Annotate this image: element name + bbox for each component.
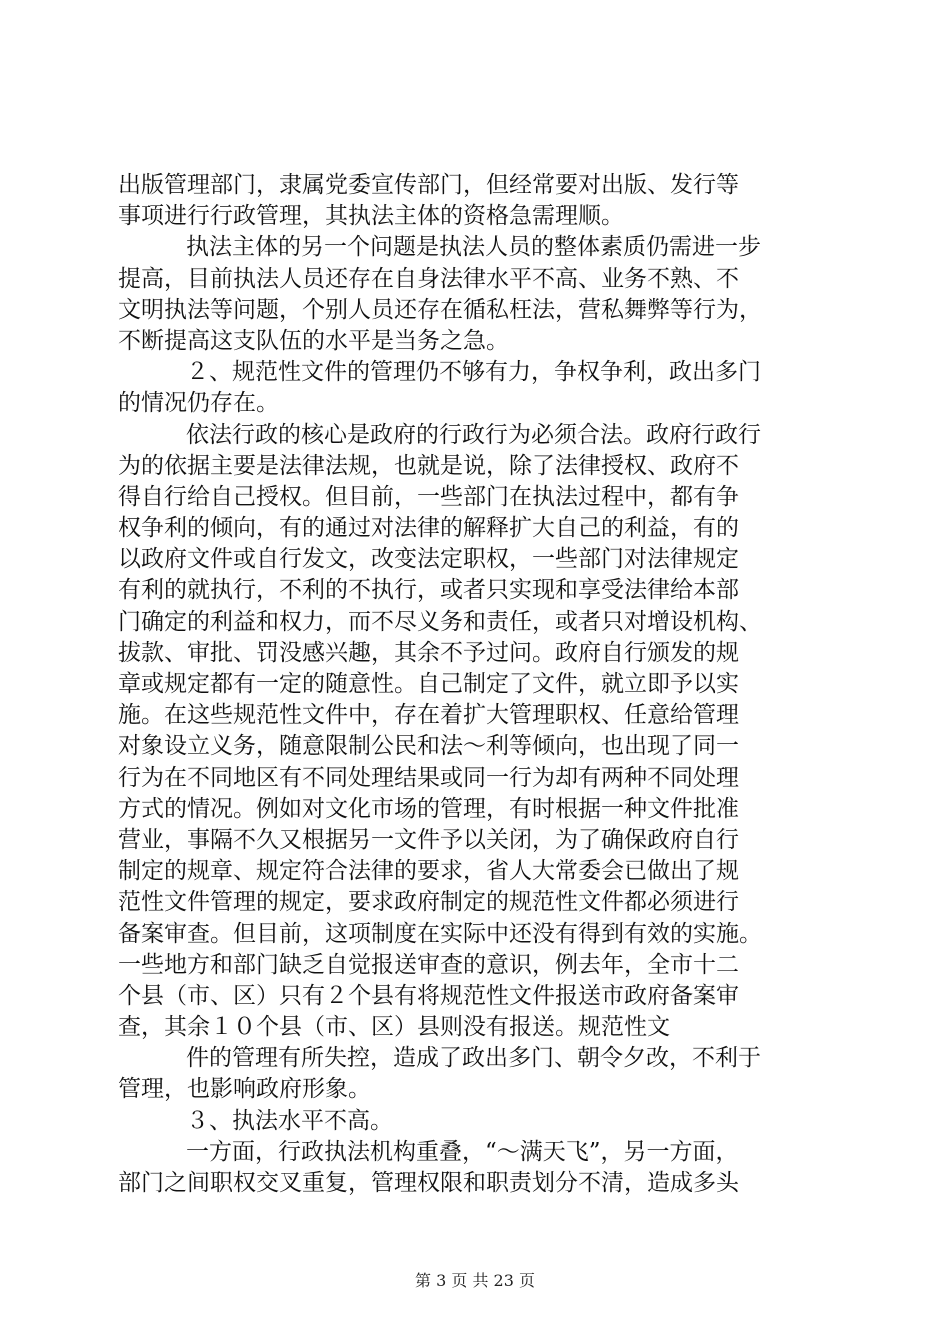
text-line: 以政府文件或自行发文，改变法定职权，一些部门对法律规定 — [118, 546, 739, 573]
text-line: 提高，目前执法人员还存在自身法律水平不高、业务不熟、不 — [118, 265, 739, 292]
text-line: 执法主体的另一个问题是执法人员的整体素质仍需进一步 — [186, 234, 761, 261]
text-line: 营业，事隔不久又根据另一文件予以关闭，为了确保政府自行 — [118, 826, 739, 853]
text-line: 一方面，行政执法机构重叠，“～满天飞”，另一方面， — [186, 1138, 739, 1165]
text-line: 权争利的倾向，有的通过对法律的解释扩大自己的利益，有的 — [118, 515, 739, 542]
page-footer: 第 3 页 共 23 页 — [415, 1271, 535, 1290]
text-line: ２、规范性文件的管理仍不够有力，争权争利，政出多门 — [186, 359, 761, 386]
text-line: ３、执法水平不高。 — [186, 1107, 393, 1134]
text-line: 范性文件管理的规定，要求政府制定的规范性文件都必须进行 — [118, 889, 739, 916]
text-line: 章或规定都有一定的随意性。自己制定了文件，就立即予以实 — [118, 671, 739, 697]
text-line: 方式的情况。例如对文化市场的管理，有时根据一种文件批准 — [118, 795, 739, 822]
document-body — [118, 170, 838, 1199]
text-line: 查，其余１０个县（市、区）县则没有报送。规范性文 — [118, 1014, 670, 1041]
text-line: 事项进行行政管理，其执法主体的资格急需理顺。 — [118, 203, 624, 230]
text-line: 制定的规章、规定符合法律的要求，省人大常委会已做出了规 — [118, 858, 739, 885]
text-line: 文明执法等问题，个别人员还存在循私枉法，营私舞弊等行为， — [118, 296, 762, 323]
text-line: 管理，也影响政府形象。 — [118, 1076, 371, 1103]
text-line: 拔款、审批、罚没感兴趣，其余不予过问。政府自行颁发的规 — [118, 639, 739, 666]
text-line: 行为在不同地区有不同处理结果或同一行为却有两种不同处理 — [118, 764, 739, 791]
text-line: 的情况仍存在。 — [118, 390, 279, 417]
text-line: 出版管理部门，隶属党委宣传部门，但经常要对出版、发行等 — [118, 172, 739, 198]
text-line: 得自行给自己授权。但目前，一些部门在执法过程中，都有争 — [118, 483, 739, 510]
text-line: 有利的就执行，不利的不执行，或者只实现和享受法律给本部 — [118, 577, 739, 604]
text-line: 备案审查。但目前，这项制度在实际中还没有得到有效的实施。 — [118, 920, 762, 947]
text-line: 件的管理有所失控，造成了政出多门、朝令夕改，不利于 — [186, 1045, 761, 1072]
text-line: 为的依据主要是法律法规，也就是说，除了法律授权、政府不 — [118, 452, 739, 479]
text-line: 个县（市、区）只有２个县有将规范性文件报送市政府备案审 — [118, 982, 739, 1009]
text-line: 不断提高这支队伍的水平是当务之急。 — [118, 327, 509, 354]
text-line: 一些地方和部门缺乏自觉报送审查的意识，例去年，全市十二 — [118, 951, 739, 978]
text-line: 部门之间职权交叉重复，管理权限和职责划分不清，造成多头 — [118, 1170, 739, 1196]
text-line: 依法行政的核心是政府的行政行为必须合法。政府行政行 — [186, 421, 761, 448]
text-line: 门确定的利益和权力，而不尽义务和责任，或者只对增设机构、 — [118, 608, 762, 635]
text-line: 施。在这些规范性文件中，存在着扩大管理职权、任意给管理 — [118, 702, 739, 729]
text-line: 对象设立义务，随意限制公民和法～利等倾向，也出现了同一 — [118, 733, 739, 760]
